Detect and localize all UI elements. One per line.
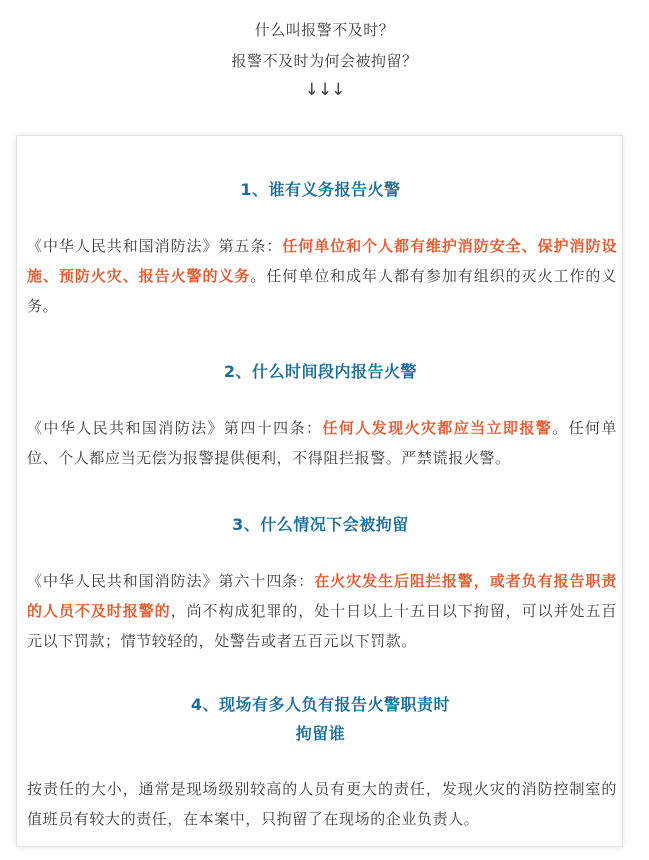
section-2-paragraph bbox=[27, 413, 617, 473]
section-4-heading-line-1: 4、现场有多人负有报告火警职责时 bbox=[190, 695, 451, 714]
section-2-rest: 。任何单位、个人都应当无偿为报警提供便利，不得阻拦报警。严禁谎报火警。 bbox=[27, 419, 618, 467]
section-4-heading-line-2: 拘留谁 bbox=[295, 724, 346, 743]
section-3-heading: 3、什么情况下会被拘留 bbox=[232, 515, 409, 534]
section-2-heading: 2、什么时间段内报告火警 bbox=[223, 362, 418, 381]
section-1-rest: 。任何单位和成年人都有参加有组织的灭火工作的义务。 bbox=[27, 267, 617, 315]
intro-question-2: 报警不及时为何会被拘留？ bbox=[231, 52, 418, 70]
section-3-law-prefix: 《中华人民共和国消防法》第六十四条： bbox=[27, 572, 315, 590]
section-1-heading: 1、谁有义务报告火警 bbox=[240, 180, 401, 199]
section-3-paragraph bbox=[27, 566, 617, 656]
intro-question-1: 什么叫报警不及时？ bbox=[254, 21, 395, 39]
section-4-paragraph: 按责任的大小，通常是现场级别较高的人员有更大的责任，发现火灾的消防控制室的值班员有较大的责任，在本案中，只拘留了在现场的企业负责人。 bbox=[27, 780, 617, 828]
section-2-highlight: 任何人发现火灾都应当立即报警 bbox=[322, 419, 553, 437]
section-3-rest: ，尚不构成犯罪的，处十日以上十五日以下拘留，可以并处五百元以下罚款；情节较轻的，处警告或者五百元以下罚款。 bbox=[27, 602, 617, 650]
section-3-highlight: 在火灾发生后阻拦报警，或者负有报告职责的人员不及时报警的 bbox=[27, 572, 617, 620]
section-2-law-prefix: 《中华人民共和国消防法》第四十四条： bbox=[27, 419, 323, 437]
content-card bbox=[16, 135, 623, 847]
section-1-highlight: 任何单位和个人都有维护消防安全、保护消防设施、预防火灾、报告火警的义务 bbox=[27, 237, 617, 285]
down-arrows-icon: ↓↓↓ bbox=[304, 80, 345, 100]
section-1-paragraph bbox=[27, 231, 617, 321]
section-1-law-prefix: 《中华人民共和国消防法》第五条： bbox=[27, 237, 283, 255]
